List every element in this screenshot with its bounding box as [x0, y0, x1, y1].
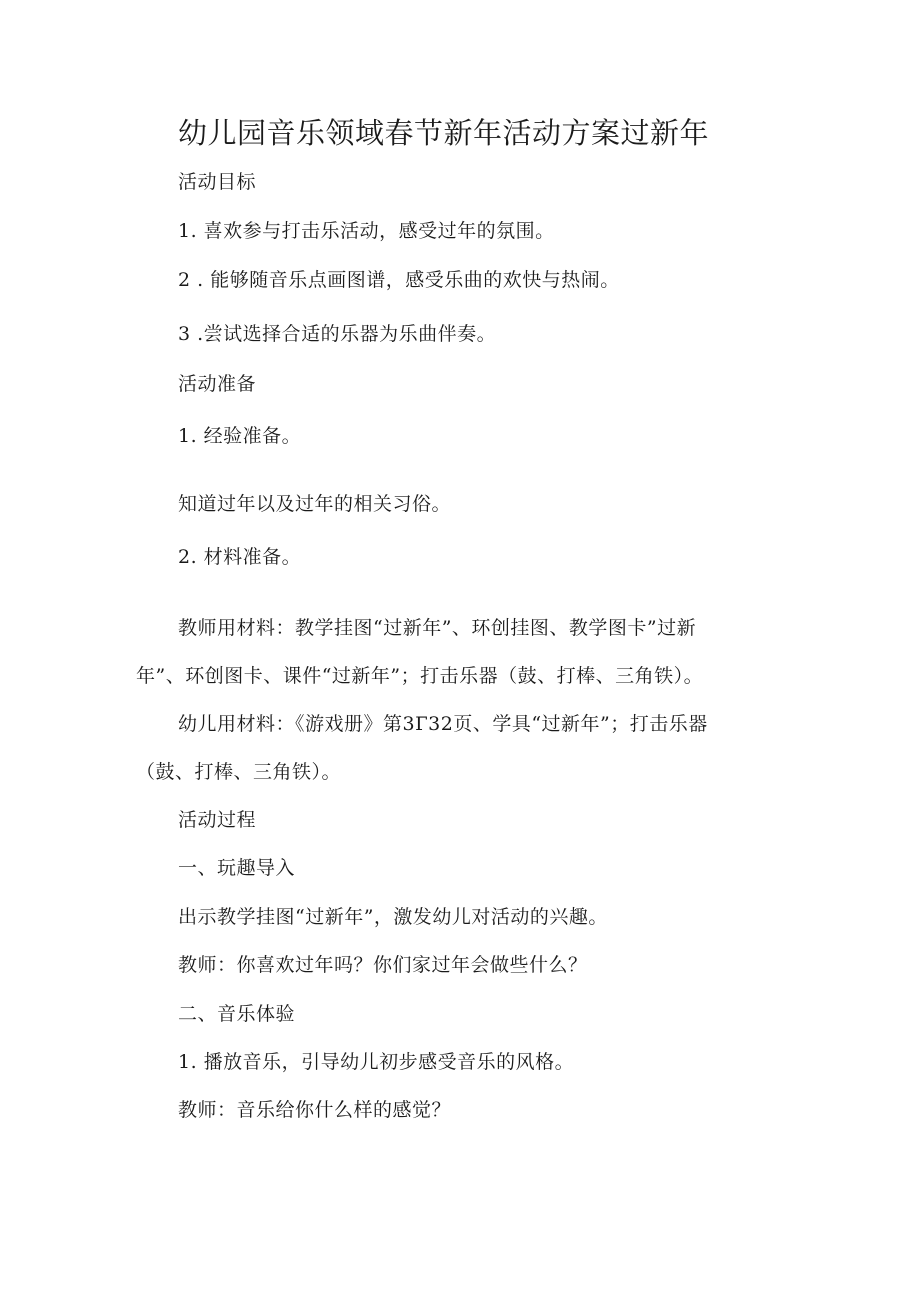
paragraph-text: 1. 播放音乐，引导幼儿初步感受音乐的风格。	[178, 1051, 575, 1073]
subsection-heading: 一、玩趣导入	[178, 857, 296, 879]
paragraph-text: 教师用材料：教学挂图“过新年”、环创挂图、教学图卡”过新	[178, 617, 697, 639]
prep-item-2: 2. 材料准备。	[178, 546, 302, 568]
paragraph-text: 年”、环创图卡、课件“过新年”；打击乐器（鼓、打棒、三角铁）。	[136, 665, 704, 687]
paragraph-text: 教师：音乐给你什么样的感觉？	[178, 1099, 452, 1121]
section-heading-process: 活动过程	[178, 809, 257, 831]
section-heading-preparation: 活动准备	[178, 373, 257, 395]
prep-item-1: 1. 经验准备。	[178, 425, 302, 447]
paragraph-text: 教师：你喜欢过年吗？你们家过年会做些什么？	[178, 954, 588, 976]
goal-item-2: 2 . 能够随音乐点画图谱，感受乐曲的欢快与热闹。	[178, 269, 620, 291]
goal-item-3: 3 .尝试选择合适的乐器为乐曲伴奏。	[178, 323, 497, 345]
paragraph-text: 出示教学挂图“过新年”，激发幼儿对活动的兴趣。	[178, 906, 608, 928]
subsection-heading: 二、音乐体验	[178, 1003, 296, 1025]
page-title: 幼儿园音乐领域春节新年活动方案过新年	[178, 116, 710, 150]
paragraph-text: （鼓、打棒、三角铁）。	[136, 761, 342, 783]
paragraph-text: 幼儿用材料：《游戏册》第3Г32页、学具“过新年”；打击乐器	[178, 713, 708, 735]
paragraph-text: 知道过年以及过年的相关习俗。	[178, 493, 452, 515]
goal-item-1: 1. 喜欢参与打击乐活动，感受过年的氛围。	[178, 220, 555, 242]
section-heading-goals: 活动目标	[178, 171, 257, 193]
